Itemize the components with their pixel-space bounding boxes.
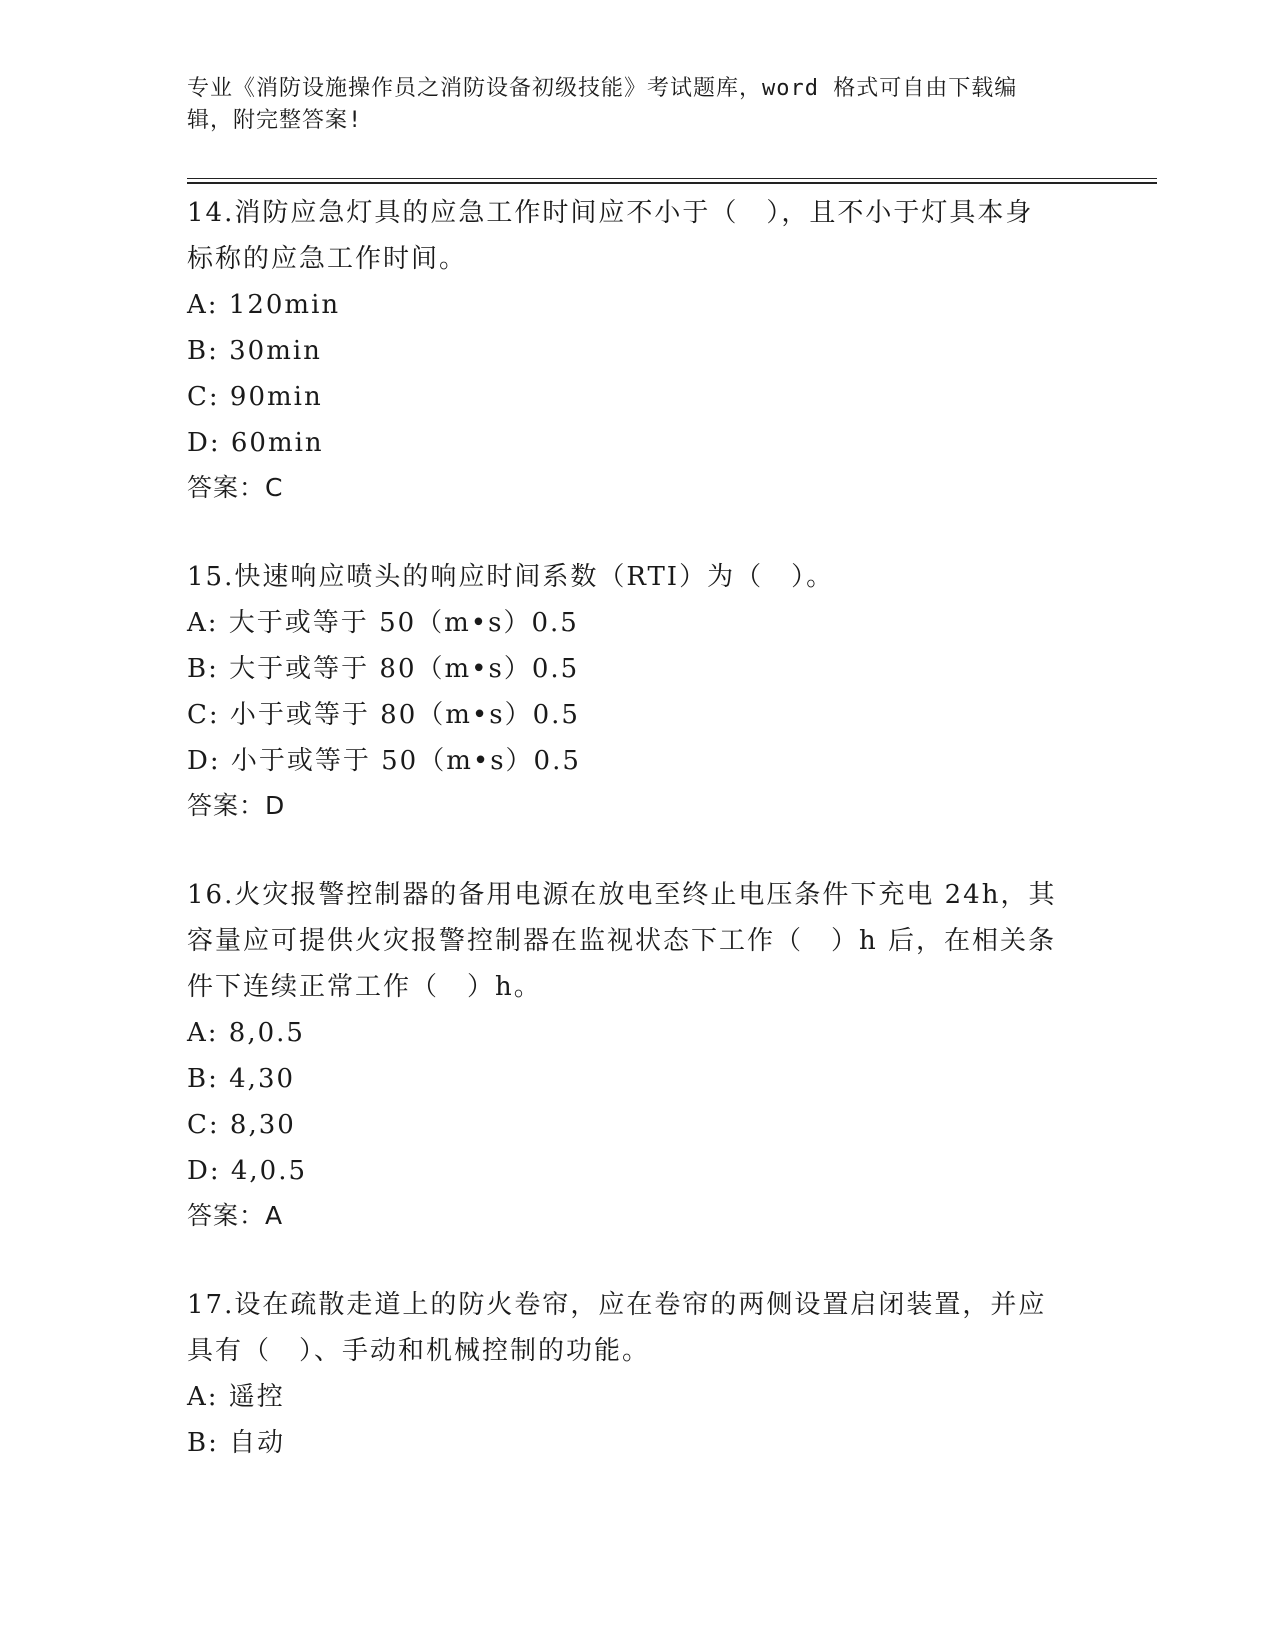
- option-b: B: 自动: [187, 1428, 286, 1458]
- question-stem: [187, 1282, 1087, 1374]
- option-d: D: 60min: [187, 428, 324, 458]
- option-b: B: 30min: [187, 336, 322, 366]
- header-divider-thin: [187, 178, 1157, 179]
- stem-line: 14.消防应急灯具的应急工作时间应不小于（ ），且不小于灯具本身: [187, 198, 1034, 228]
- stem-line: 容量应可提供火灾报警控制器在监视状态下工作（ ）h 后，在相关条: [187, 926, 1057, 956]
- stem-line: 17.设在疏散走道上的防火卷帘，应在卷帘的两侧设置启闭装置，并应: [187, 1290, 1047, 1320]
- header-line: 辑，附完整答案!: [187, 108, 363, 133]
- question-stem: [187, 554, 1087, 600]
- stem-line: 具有（ ）、手动和机械控制的功能。: [187, 1336, 651, 1366]
- question-17: [187, 1282, 1087, 1466]
- option-a: A: 120min: [187, 290, 341, 320]
- answer-label: 答案：C: [187, 473, 284, 502]
- stem-line: 16.火灾报警控制器的备用电源在放电至终止电压条件下充电 24h，其: [187, 880, 1057, 910]
- option-c: C: 8,30: [187, 1110, 296, 1140]
- header-divider-thick: [187, 182, 1157, 184]
- question-16: [187, 872, 1087, 1238]
- question-15: [187, 554, 1087, 828]
- stem-line: 件下连续正常工作（ ）h。: [187, 972, 542, 1002]
- option-c: C: 90min: [187, 382, 323, 412]
- option-c: C: 小于或等于 80（m•s）0.5: [187, 700, 580, 730]
- document-header: [187, 73, 1087, 137]
- option-a: A: 遥控: [187, 1382, 285, 1412]
- answer-label: 答案：A: [187, 1201, 284, 1230]
- header-line: 专业《消防设施操作员之消防设备初级技能》考试题库，word 格式可自由下载编: [187, 76, 1018, 101]
- question-list: [187, 188, 1087, 1510]
- question-stem: [187, 190, 1087, 282]
- question-stem: [187, 872, 1087, 1010]
- option-d: D: 小于或等于 50（m•s）0.5: [187, 746, 581, 776]
- option-a: A: 8,0.5: [187, 1018, 305, 1048]
- option-b: B: 4,30: [187, 1064, 296, 1094]
- option-d: D: 4,0.5: [187, 1156, 308, 1186]
- option-a: A: 大于或等于 50（m•s）0.5: [187, 608, 579, 638]
- question-14: [187, 190, 1087, 510]
- option-b: B: 大于或等于 80（m•s）0.5: [187, 654, 580, 684]
- stem-line: 15.快速响应喷头的响应时间系数（RTI）为（ ）。: [187, 562, 835, 592]
- stem-line: 标称的应急工作时间。: [187, 244, 468, 274]
- answer-label: 答案：D: [187, 791, 286, 820]
